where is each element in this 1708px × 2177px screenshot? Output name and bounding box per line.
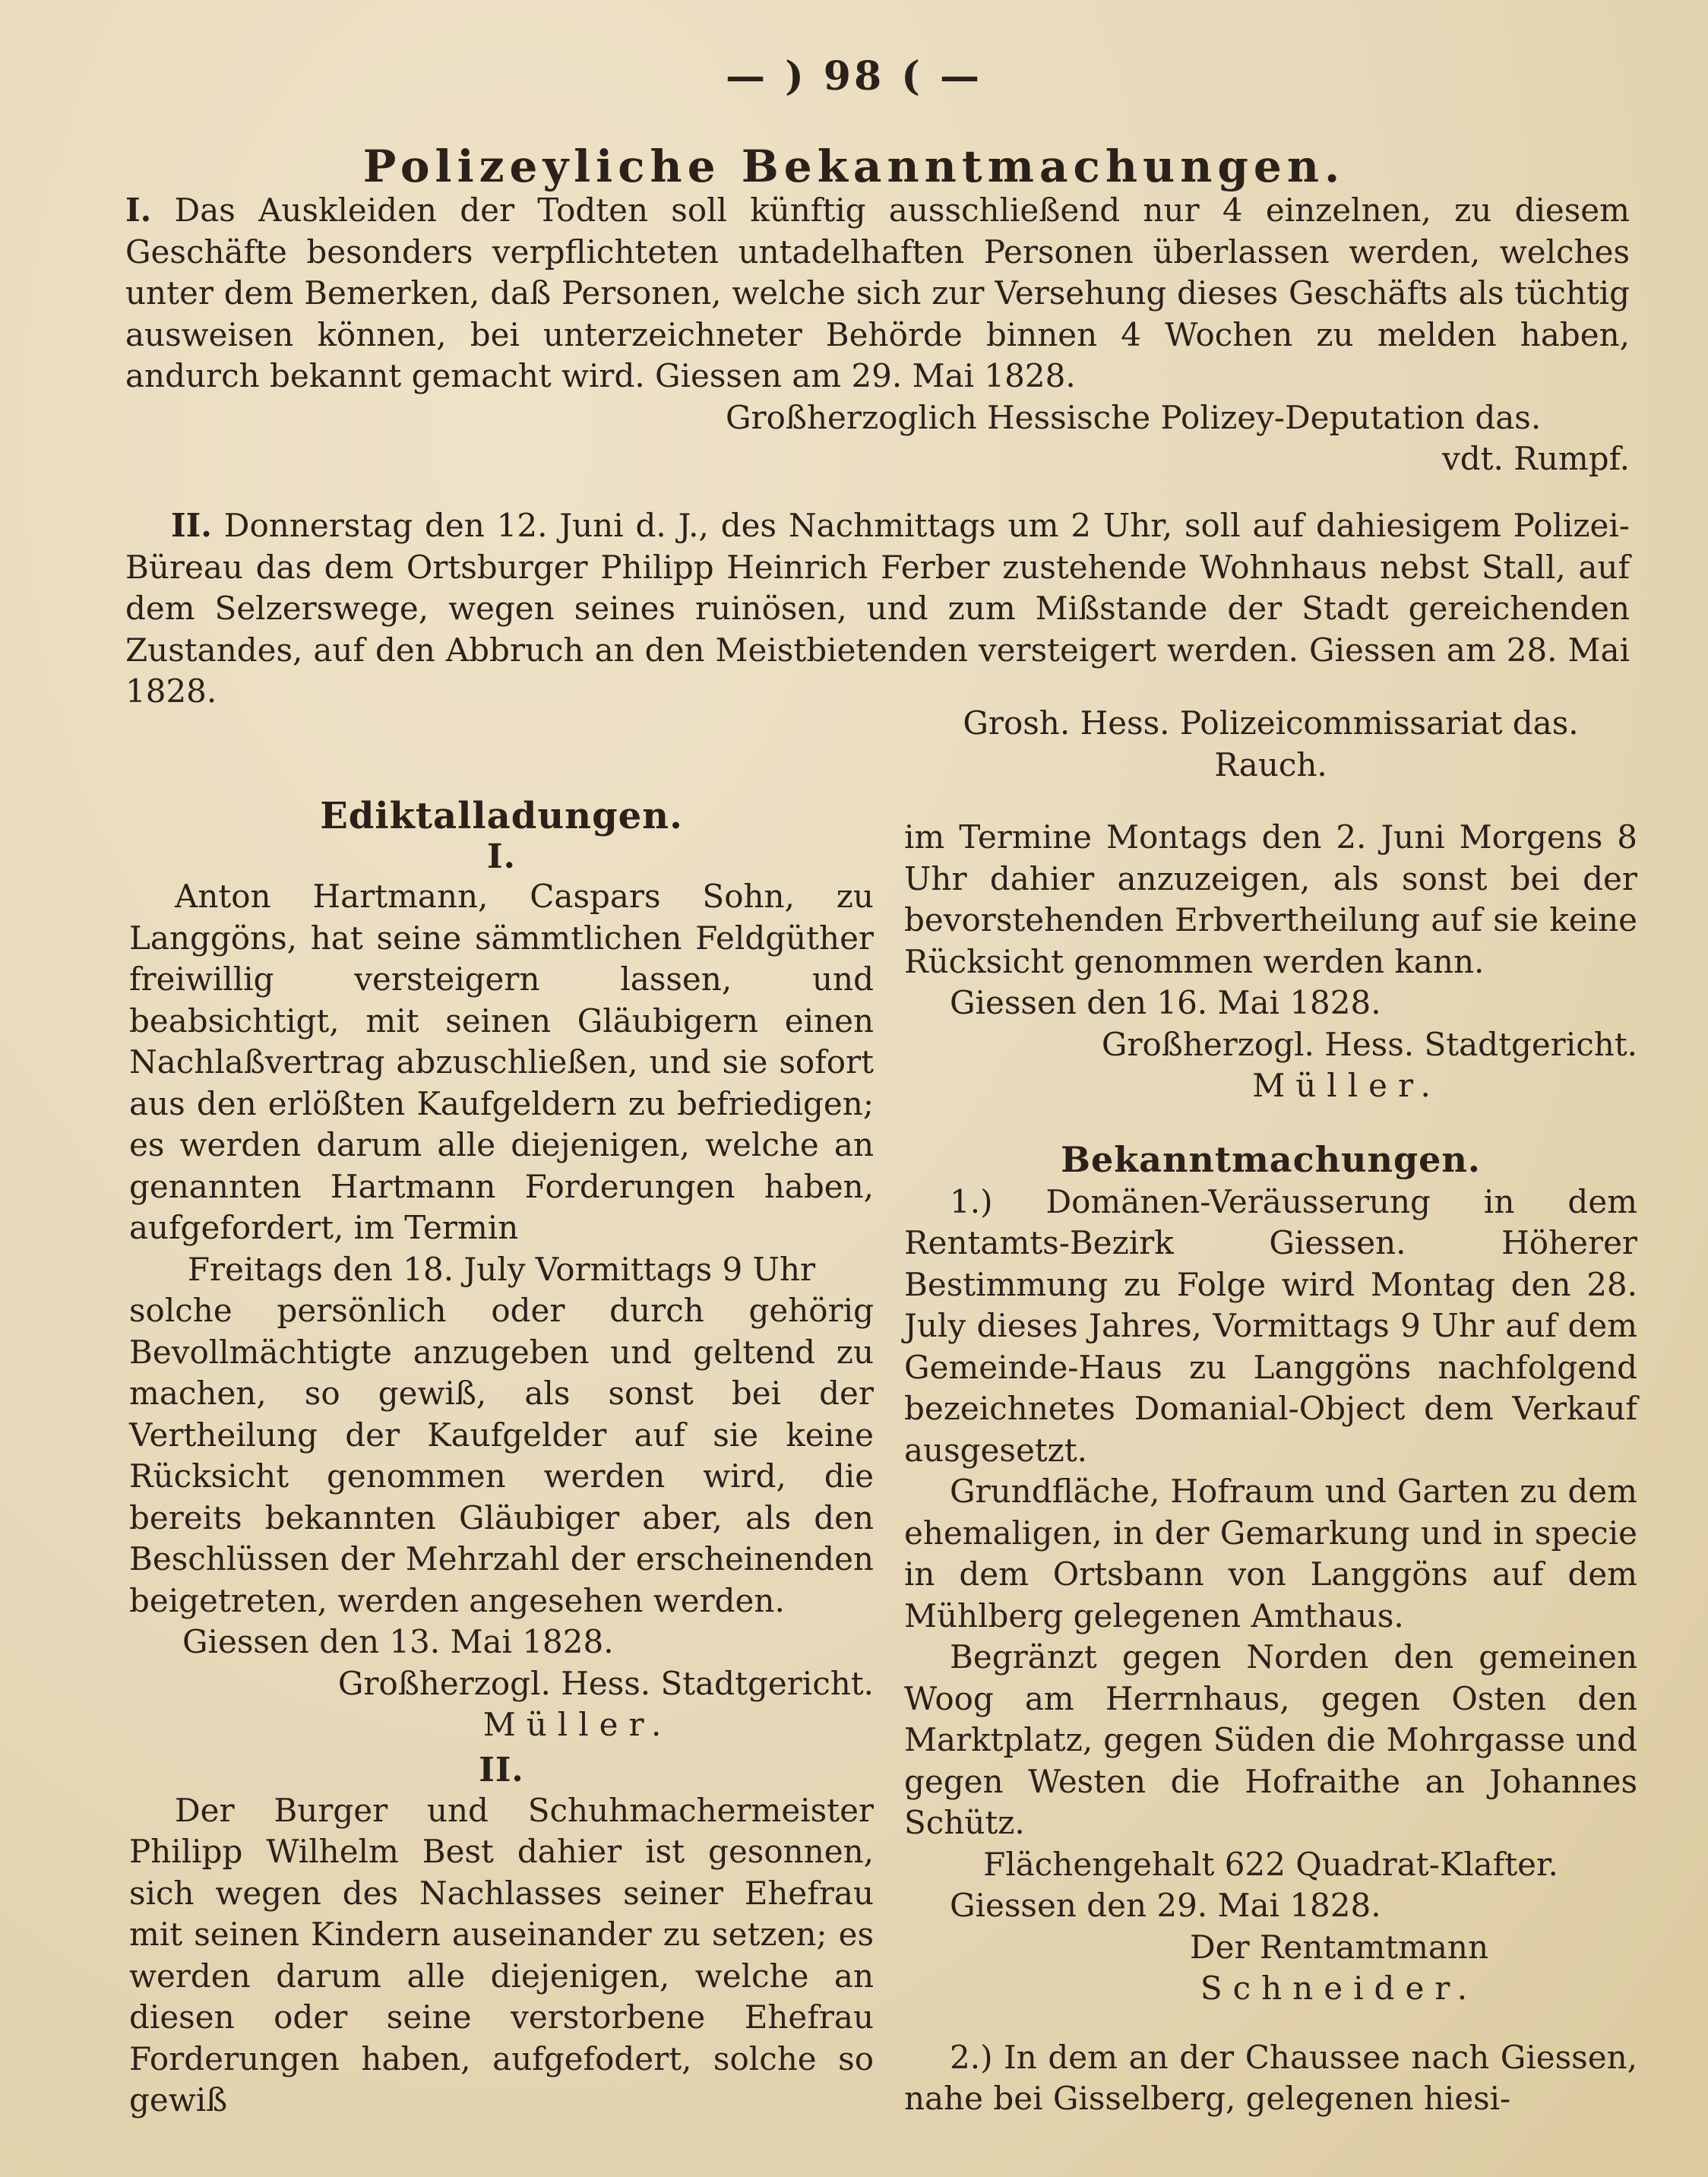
edikt-2-text-a: Der Burger und Schuhmachermeister Philipp Wilhelm Best dahier ist gesonnen, sich wegen des Nachlasses seiner Ehefrau mit seinen Kindern auseinander zu setzen; es werden darum alle diejenigen, welche an diesen oder seine verstorbene Ehefrau Forderungen haben, aufgefodert, solche so gewiß: [129, 1791, 874, 2118]
edikt-2-number: II.: [479, 1750, 524, 1789]
notice-1-signature: vdt. Rumpf.: [1442, 440, 1630, 477]
edikt-1-text-b: solche persönlich oder durch gehörig Bevollmächtigte anzugeben und geltend zu machen, so gewiß, als sonst bei der Vertheilung der Kaufgelder auf sie keine Rücksicht genommen werden wird, die bereits bekannten Gläubiger aber, als den Beschlüssen der Mehrzahl der erscheinenden beigetreten, werden angesehen werden.: [129, 1292, 874, 1619]
notice-1-authority: Großherzoglich Hessische Polizey-Deputation das.: [726, 398, 1542, 436]
bekannt-1-para2: Grundfläche, Hofraum und Garten zu dem ehemaligen, in der Gemarkung und in specie in dem Ortsbann von Langgöns auf dem Mühlberg gelegenen Amthaus.: [904, 1473, 1637, 1634]
ediktalladungen-heading: Ediktalladungen.: [320, 795, 683, 837]
edikt-1-term: Freitags den 18. July Vormittags 9 Uhr: [187, 1250, 816, 1288]
notice-2-body: [125, 505, 1630, 713]
edikt-1-text-a: Anton Hartmann, Caspars Sohn, zu Langgöns, hat seine sämmtlichen Feldgüther freiwillig versteigern lassen, und beabsichtigt, mit seinen Gläubigern einen Nachlaßvertrag abzuschließen, und sie sofort aus den erlößten Kaufgeldern zu befriedigen; es werden darum alle diejenigen, welche an genannten Hartmann Forderungen haben, aufgefordert, im Termin: [129, 878, 874, 1246]
notice-2-number: II.: [171, 507, 212, 544]
edikt-2-signature: Müller.: [1252, 1067, 1441, 1104]
bekannt-1-text: 1.) Domänen-Veräusserung in dem Rentamts-Bezirk Giessen. Höherer Bestimmung zu Folge wird Montag den 28. July dieses Jahres, Vormittags 9 Uhr auf dem Gemeinde-Haus zu Langgöns nachfolgend bezeichnetes Domanial-Object dem Verkauf ausgesetzt.: [904, 1182, 1637, 1469]
notice-2-authority: Grosh. Hess. Polizeicommissariat das.: [963, 704, 1579, 742]
notice-2-text: Donnerstag den 12. Juni d. J., des Nachmittags um 2 Uhr, soll auf dahiesigem Polizei-Büreau das dem Ortsburger Philipp Heinrich Ferber zustehende Wohnhaus nebst Stall, auf dem Selzerswege, wegen seines ruinösen, und zum Mißstande der Stadt gereichenden Zustandes, auf den Abbruch an den Meistbietenden versteigert werden. Giessen am 28. Mai 1828.: [125, 507, 1630, 710]
notice-2-footer: [904, 703, 1637, 786]
page-number: — ) 98 ( —: [726, 53, 982, 100]
left-column: [129, 794, 874, 2122]
edikt-1-authority: Großherzogl. Hess. Stadtgericht.: [337, 1664, 874, 1702]
page-title: Polizeyliche Bekanntmachungen.: [362, 141, 1346, 192]
notice-1: [125, 190, 1630, 480]
notice-1-text: Das Auskleiden der Todten soll künftig ausschließend nur 4 einzelnen, zu diesem Geschäfte besonders verpflichteten untadelhaften Personen überlassen werden, welches unter dem Bemerken, daß Personen, welche sich zur Versehung dieses Geschäfts als tüchtig ausweisen können, bei unterzeichneter Behörde binnen 4 Wochen zu melden haben, andurch bekannt gemacht wird. Giessen am 29. Mai 1828.: [125, 191, 1630, 394]
bekannt-1-para3: Begränzt gegen Norden den gemeinen Woog am Herrnhaus, gegen Osten den Marktplatz, gegen Süden die Mohrgasse und gegen Westen die Hofraithe an Johannes Schütz.: [904, 1638, 1637, 1841]
bekannt-1-authority: Der Rentamtmann: [1189, 1928, 1489, 1966]
bekannt-1-signature: Schneider.: [1200, 1970, 1479, 2007]
edikt-1-signature: Müller.: [482, 1706, 672, 1743]
edikt-2-date: Giessen den 16. Mai 1828.: [950, 984, 1381, 1021]
bekanntmachungen-heading: Bekanntmachungen.: [1061, 1138, 1481, 1180]
bekannt-1-area: Flächengehalt 622 Quadrat-Klafter.: [983, 1845, 1558, 1883]
notice-1-body: [125, 190, 1630, 397]
right-column: [904, 817, 1637, 2120]
notice-2-signature: Rauch.: [1214, 745, 1327, 783]
edikt-1-number: I.: [487, 837, 516, 876]
edikt-1-date: Giessen den 13. Mai 1828.: [182, 1623, 614, 1660]
edikt-2-authority: Großherzogl. Hess. Stadtgericht.: [1101, 1025, 1637, 1063]
edikt-2-text-b: im Termine Montags den 2. Juni Morgens 8 Uhr dahier anzuzeigen, als sonst bei der bevorstehenden Erbvertheilung auf sie keine Rücksicht genommen werden kann.: [904, 818, 1637, 980]
notice-2: [125, 505, 1630, 713]
bekannt-2-text: 2.) In dem an der Chaussee nach Giessen, nahe bei Gisselberg, gelegenen hiesi-: [904, 2038, 1637, 2117]
notice-1-number: I.: [125, 191, 152, 229]
bekannt-1-date: Giessen den 29. Mai 1828.: [950, 1887, 1381, 1924]
